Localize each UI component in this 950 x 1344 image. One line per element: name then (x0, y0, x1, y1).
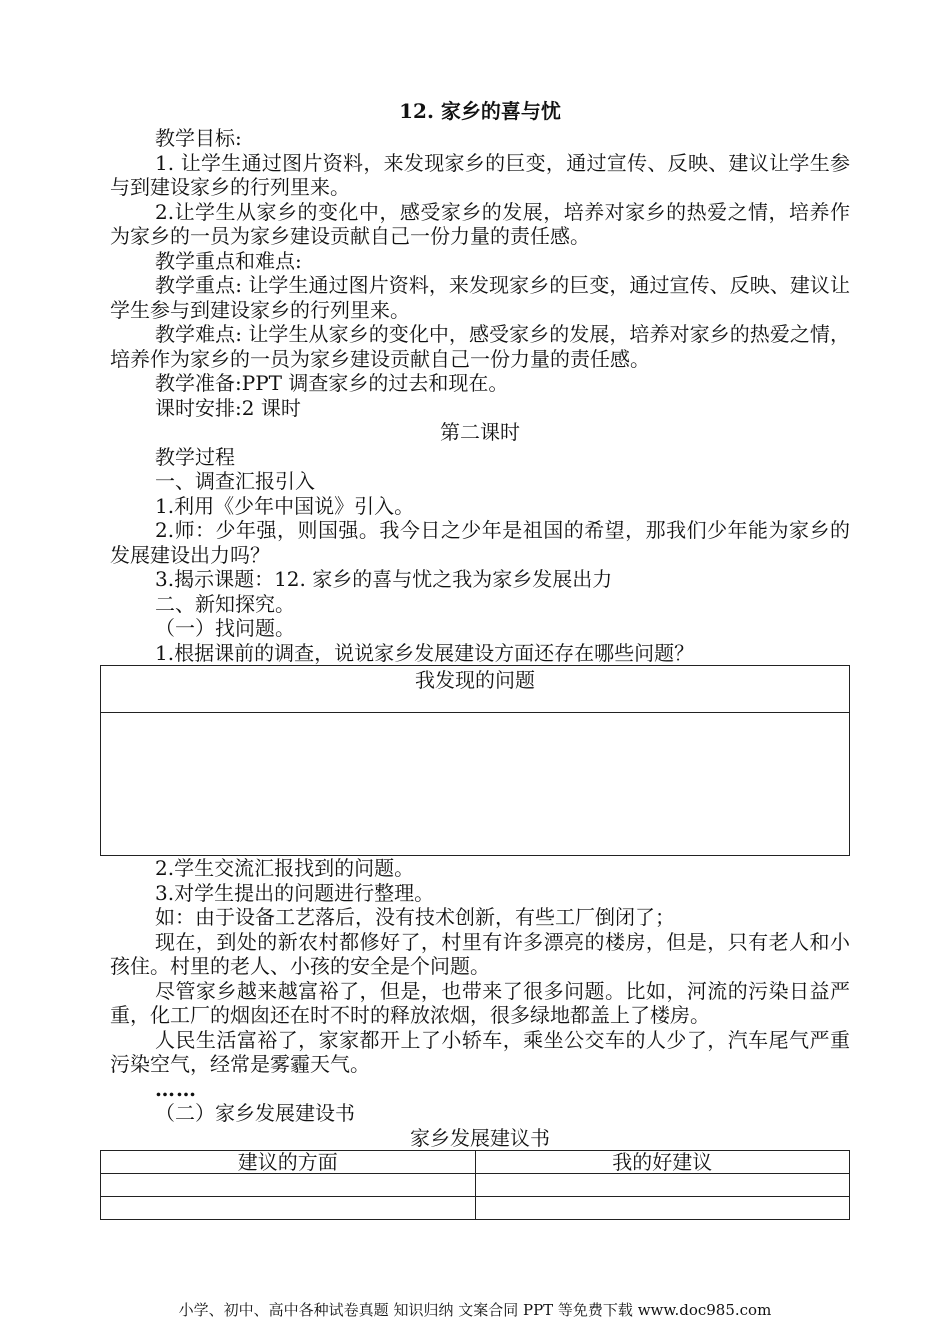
part1-heading: 一、调查汇报引入 (155, 469, 315, 493)
schedule: 课时安排:2 课时 (155, 395, 301, 420)
lesson-title: 第二课时 (440, 420, 520, 444)
goal-1: 1. 让学生通过图片资料，来发现家乡的巨变，通过宣传、反映、建议让学生参与到建设家乡的行列里来。 (110, 150, 850, 199)
suggestion-col-aspect: 建议的方面 (101, 1151, 476, 1174)
suggestion-table (100, 1150, 850, 1220)
part1-item-2: 2.师：少年强，则国强。我今日之少年是祖国的希望，那我们少年能为家乡的发展建设出力吗？ (110, 518, 850, 567)
example-3: 尽管家乡越来越富裕了，但是，也带来了很多问题。比如，河流的污染日益严重，化工厂的烟囱还在时不时的释放浓烟，很多绿地都盖上了楼房。 (110, 978, 850, 1027)
footer-text: 小学、初中、高中各种试卷真题 知识归纳 文案合同 PPT 等免费下载 www.doc985.com (178, 1301, 772, 1319)
key-point: 教学重点: 让学生通过图片资料，来发现家乡的巨变，通过宣传、反映、建议让学生参与到建设家乡的行列里来。 (110, 273, 850, 322)
suggestion-cell[interactable] (101, 1197, 476, 1220)
problems-table (100, 665, 850, 856)
example-4: 人民生活富裕了，家家都开上了小轿车，乘坐公交车的人少了，汽车尾气严重污染空气，经常是雾霾天气。 (110, 1027, 850, 1076)
document-title: 12. 家乡的喜与忧 (399, 99, 561, 123)
ellipsis: …… (155, 1076, 197, 1101)
suggestion-cell[interactable] (475, 1174, 850, 1197)
question-2: 2.学生交流汇报找到的问题。 (155, 856, 415, 880)
part2-heading: 二、新知探究。 (155, 591, 295, 616)
document-content (110, 96, 850, 1220)
process-heading: 教学过程 (155, 444, 235, 469)
sub1-heading: （一）找问题。 (155, 616, 295, 640)
question-1: 1.根据课前的调查，说说家乡发展建设方面还存在哪些问题？ (155, 640, 695, 665)
suggestion-cell[interactable] (101, 1174, 476, 1197)
part1-item-3: 3.揭示课题：12. 家乡的喜与忧之我为家乡发展出力 (155, 567, 613, 591)
difficulty: 教学难点: 让学生从家乡的变化中，感受家乡的发展，培养对家乡的热爱之情，培养作为家乡的一员为家乡建设贡献自己一份力量的责任感。 (110, 322, 850, 371)
goals-heading: 教学目标: (155, 126, 242, 150)
sub2-heading: （二）家乡发展建设书 (155, 1101, 355, 1125)
preparation: 教学准备:PPT 调查家乡的过去和现在。 (155, 371, 509, 395)
key-heading: 教学重点和难点: (155, 248, 302, 273)
example-2: 现在，到处的新农村都修好了，村里有许多漂亮的楼房，但是，只有老人和小孩住。村里的老人、小孩的安全是个问题。 (110, 929, 850, 978)
suggestion-cell[interactable] (475, 1197, 850, 1220)
question-3: 3.对学生提出的问题进行整理。 (155, 880, 435, 905)
goal-2: 2.让学生从家乡的变化中，感受家乡的发展，培养对家乡的热爱之情，培养作为家乡的一员为家乡建设贡献自己一份力量的责任感。 (110, 199, 850, 248)
problems-table-cell[interactable] (101, 713, 850, 856)
part1-item-1: 1.利用《少年中国说》引入。 (155, 493, 415, 518)
suggestion-col-advice: 我的好建议 (475, 1151, 850, 1174)
suggestion-table-title: 家乡发展建议书 (410, 1125, 550, 1150)
problems-table-header: 我发现的问题 (101, 666, 850, 713)
example-1: 如：由于设备工艺落后，没有技术创新，有些工厂倒闭了； (155, 905, 675, 929)
